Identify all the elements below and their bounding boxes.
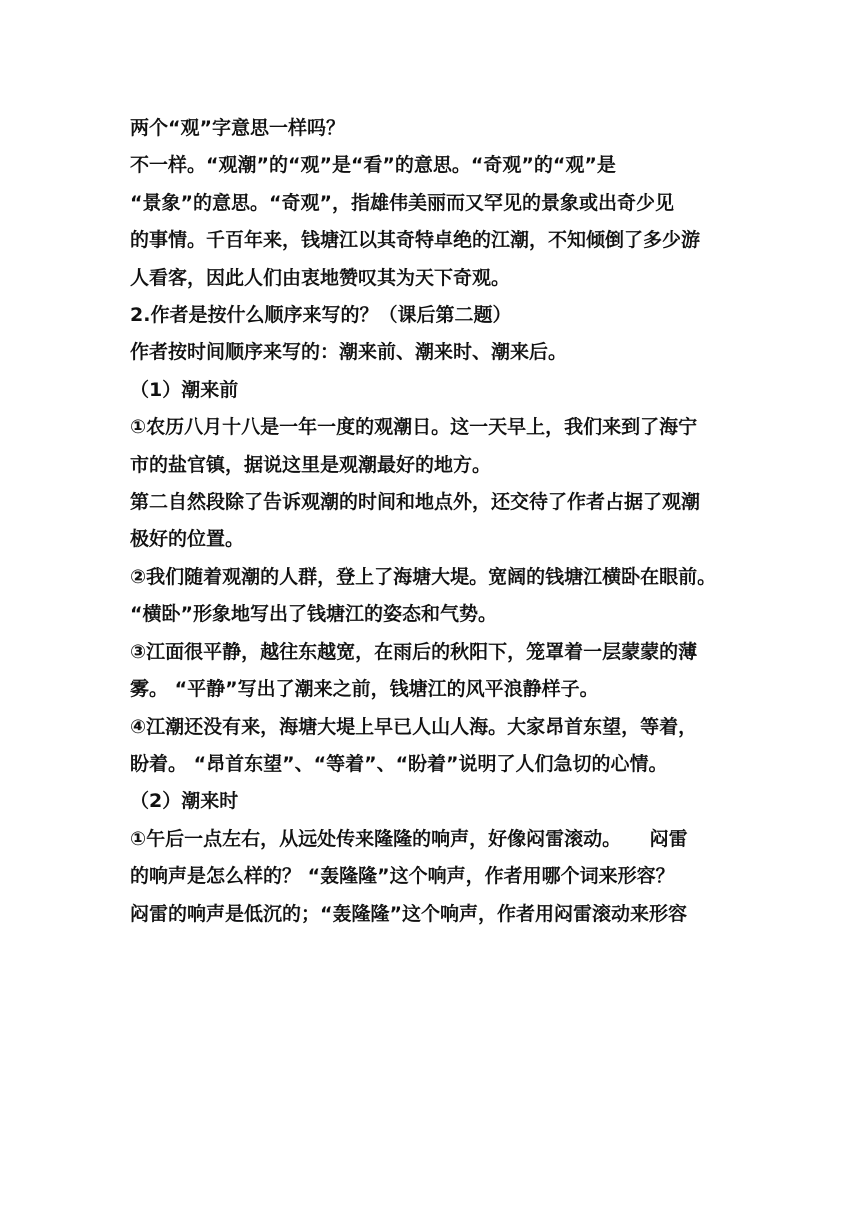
paragraph-line: 极好的位置。 [130,528,245,551]
paragraph-line: 的响声是怎么样的？ “轰隆隆”这个响声，作者用哪个词来形容？ [130,865,675,888]
section-heading: （2）潮来时 [130,790,239,813]
question-line: 两个“观”字意思一样吗？ [130,117,345,139]
paragraph-line: ②我们随着观潮的人群，登上了海塘大堤。宽阔的钱塘江横卧在眼前。 [130,565,717,588]
paragraph-line: ④江潮还没有来，海塘大堤上早已人山人海。大家昂首东望，等着， [130,715,698,738]
section-heading: （1）潮来前 [130,378,239,401]
paragraph-line: 市的盐官镇，据说这里是观潮最好的地方。 [130,453,492,476]
answer-line: 不一样。“观潮”的“观”是“看”的意思。“奇观”的“观”是 [130,154,616,177]
paragraph-line: 第二自然段除了告诉观潮的时间和地点外，还交待了作者占据了观潮 [130,491,701,514]
paragraph-line: 盼着。 “昂首东望”、“等着”、“盼着”说明了人们急切的心情。 [130,752,668,775]
paragraph-line: 雾。 “平静”写出了潮来之前，钱塘江的风平浪静样子。 [130,678,599,701]
paragraph-line: ①农历八月十八是一年一度的观潮日。这一天早上，我们来到了海宁 [130,416,698,439]
paragraph-line: ③江面很平静，越往东越宽，在雨后的秋阳下，笼罩着一层蒙蒙的薄 [130,640,698,663]
paragraph-line: “横卧”形象地写出了钱塘江的姿态和气势。 [130,603,497,626]
answer-line: 作者按时间顺序来写的：潮来前、潮来时、潮来后。 [130,341,568,364]
paragraph-line: 闷雷的响声是低沉的；“轰隆隆”这个响声，作者用闷雷滚动来形容 [130,902,687,925]
paragraph-line: ①午后一点左右，从远处传来隆隆的响声，好像闷雷滚动。 闷雷 [130,827,688,850]
answer-line: 人看客，因此人们由衷地赞叹其为天下奇观。 [130,266,511,289]
document-body [130,110,736,933]
question-line: 2.作者是按什么顺序来写的？（课后第二题） [130,304,512,327]
answer-line: 的事情。千百年来，钱塘江以其奇特卓绝的江潮，不知倾倒了多少游 [130,229,701,252]
answer-line: “景象”的意思。“奇观”，指雄伟美丽而又罕见的景象或出奇少见 [130,191,674,214]
